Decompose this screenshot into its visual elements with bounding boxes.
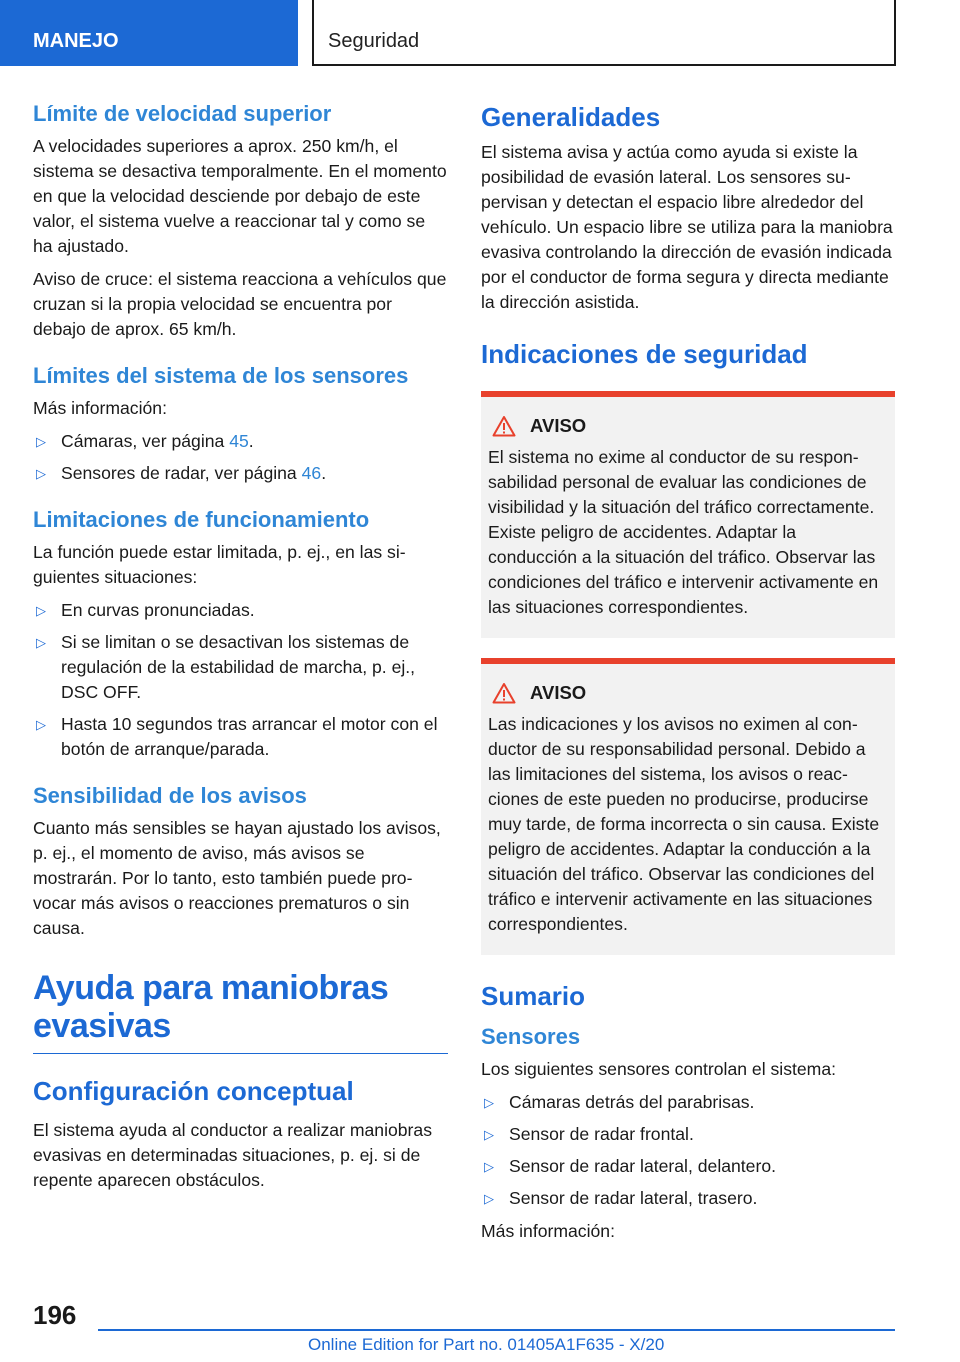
heading-summary: Sumario <box>481 981 586 1011</box>
warning-box-1 <box>481 391 895 638</box>
paragraph-sensors: Los siguientes sensores controlan el sistema: <box>481 1059 836 1079</box>
sensors-list <box>481 1090 895 1211</box>
page-header <box>0 0 960 66</box>
paragraph-limitations: La función puede estar limitada, p. ej., en las siguientes situaciones: <box>33 542 406 587</box>
heading-general: Generalidades <box>481 102 661 132</box>
list-item: ▷ Cámaras, ver página 45. <box>33 429 448 454</box>
warning-text: Las indicaciones y los avisos no eximen al conductor de su responsabilidad personal. Debido a las limitaciones del sistema, los avisos o reacciones de este pueden no producirse, producirse muy tarde, de forma incorrecta o sin causa. Existe peligro de accidentes. Adaptar la conducción a la situación del tráfico. Observar las condiciones del tráfico e intervenir activamente en las situaciones correspondientes. <box>488 714 880 934</box>
warning-text: El sistema no exime al conductor de su responsabilidad personal de evaluar las condiciones de visibilidad y la situación del tráfico correctamente. Existe peligro de accidentes. Adaptar la conducción a la situación del tráfico. Observar las condiciones del tráfico e intervenir activamente en las situaciones correspondientes. <box>488 447 879 617</box>
list-item: ▷ Sensores de radar, ver página 46. <box>33 461 448 486</box>
triangle-bullet-icon: ▷ <box>36 603 46 618</box>
footer-edition: Online Edition for Part no. 01405A1F635 - X/20 <box>308 1335 665 1354</box>
footer-divider <box>98 1329 895 1331</box>
triangle-bullet-icon: ▷ <box>36 466 46 481</box>
list-item: ▷ Sensor de radar frontal. <box>481 1122 895 1147</box>
list-item: ▷ Sensor de radar lateral, delantero. <box>481 1154 895 1179</box>
left-column <box>33 100 448 1201</box>
heading-functional-limitations: Limitaciones de funcionamiento <box>33 507 370 532</box>
list-item: ▷ Hasta 10 segundos tras arrancar el motor con el botón de arranque/parada. <box>36 714 438 759</box>
triangle-bullet-icon: ▷ <box>484 1159 494 1174</box>
heading-warning-sensitivity: Sensibilidad de los avisos <box>33 783 307 808</box>
chapter-heading-evasive-aid: Ayuda para maniobras evasivas <box>33 969 448 1054</box>
warning-title: AVISO <box>530 682 587 703</box>
page-number: 196 <box>33 1300 77 1330</box>
right-column <box>481 100 895 1252</box>
paragraph-more-info-2: Más información: <box>481 1221 615 1241</box>
page-link-46[interactable]: 46 <box>301 463 322 483</box>
chapter-title: Seguridad <box>312 0 896 66</box>
paragraph-concept: El sistema ayuda al conductor a realizar maniobras evasivas en determinadas situaciones, p. ej. si de repente aparecen obstáculos. <box>33 1120 432 1190</box>
section-tab: MANEJO <box>0 0 298 66</box>
list-item: ▷ En curvas pronunciadas. <box>33 598 448 623</box>
paragraph-speed-limit-2: Aviso de cruce: el sistema reacciona a vehículos que cruzan si la propia velocidad se encuentra por debajo de aprox. 65 km/h. <box>33 269 447 339</box>
heading-sensors: Sensores <box>481 1024 581 1049</box>
paragraph-general: El sistema avisa y actúa como ayuda si existe la posibilidad de evasión lateral. Los sensores supervisan y detectan el espacio libre alrededor del vehículo. Un espacio libre se utiliza para la maniobra evasiva controlando la dirección de evasión indicada por el conductor de forma segura y directa mediante la dirección asistida. <box>481 142 893 312</box>
triangle-bullet-icon: ▷ <box>36 635 46 650</box>
heading-sensor-limits: Límites del sistema de los sensores <box>33 363 409 388</box>
heading-speed-limit: Límite de velocidad superior <box>33 101 332 126</box>
triangle-bullet-icon: ▷ <box>484 1127 494 1142</box>
list-item: ▷ Cámaras detrás del parabrisas. <box>481 1090 895 1115</box>
heading-concept: Configuración conceptual <box>33 1076 354 1106</box>
page-link-45[interactable]: 45 <box>229 431 249 451</box>
paragraph-sensitivity: Cuanto más sensibles se hayan ajustado los avisos, p. ej., el momento de aviso, más avisos se mostrarán. Por lo tanto, esto también puede provocar más avisos o reacciones prematuros o sin causa. <box>33 818 441 938</box>
paragraph-speed-limit-1: A velocidades superiores a aprox. 250 km/h, el sistema se desactiva temporalmente. En el momento en que la velocidad desciende por debajo de este valor, el sistema vuelve a reaccionar tal y como se ha ajustado. <box>33 136 447 256</box>
heading-safety-notes: Indicaciones de seguridad <box>481 339 808 369</box>
warning-triangle-icon <box>492 682 516 704</box>
triangle-bullet-icon: ▷ <box>36 717 46 732</box>
triangle-bullet-icon: ▷ <box>36 434 46 449</box>
warning-title: AVISO <box>530 415 587 436</box>
triangle-bullet-icon: ▷ <box>484 1095 494 1110</box>
warning-box-2 <box>481 658 895 955</box>
paragraph-more-info: Más información: <box>33 398 167 418</box>
list-item: ▷ Sensor de radar lateral, trasero. <box>481 1186 895 1211</box>
limitations-list <box>33 598 448 762</box>
list-item: ▷ Si se limitan o se desactivan los sistemas de regulación de la estabilidad de marcha, p. ej., DSC OFF. <box>36 632 416 702</box>
triangle-bullet-icon: ▷ <box>484 1191 494 1206</box>
sensor-limits-list <box>33 429 448 486</box>
warning-triangle-icon <box>492 415 516 437</box>
